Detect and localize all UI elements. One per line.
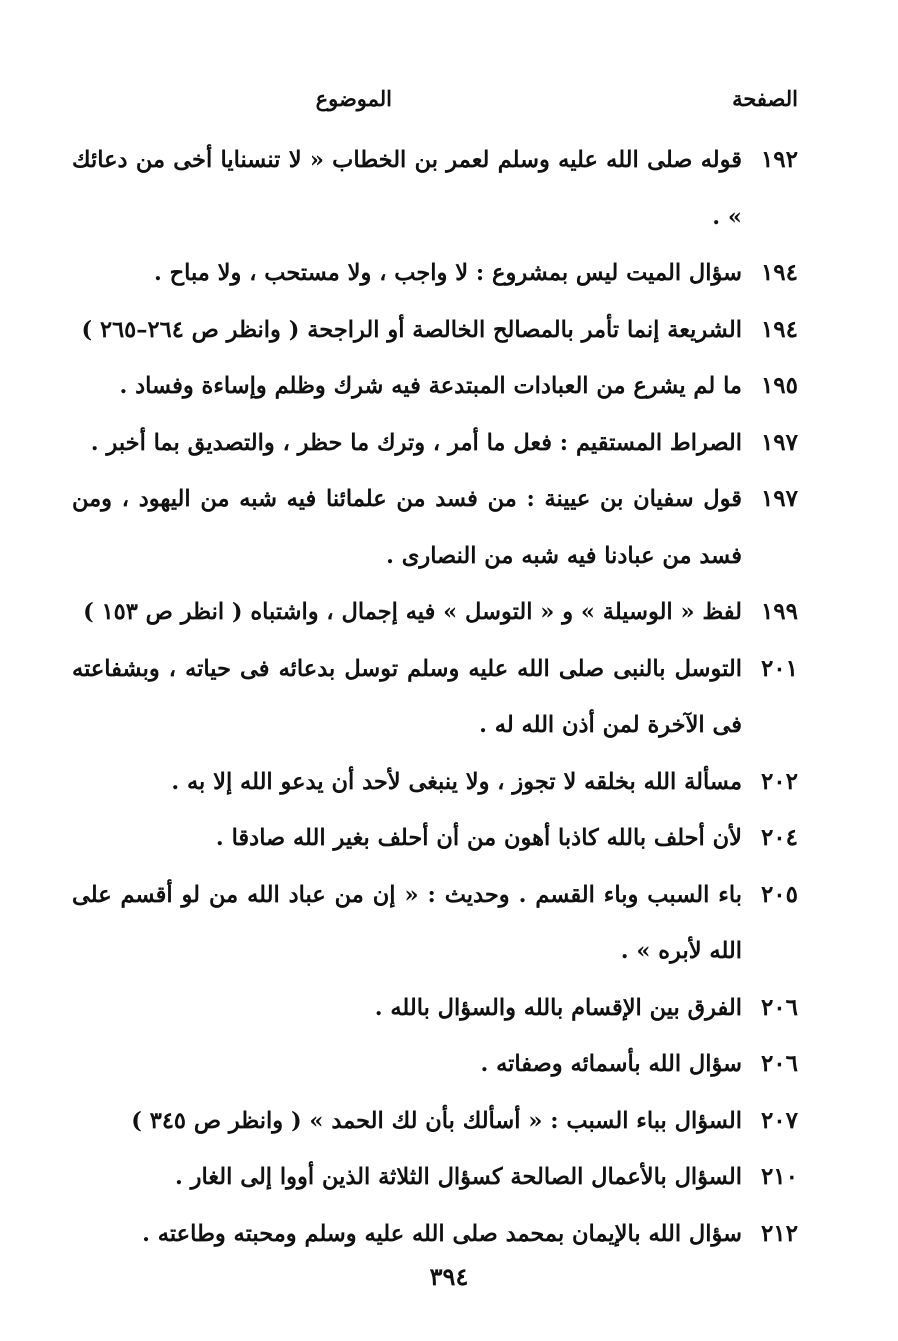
toc-entry: [72, 1036, 798, 1093]
toc-entry: [72, 584, 798, 641]
toc-entry: [72, 1149, 798, 1206]
entry-text: لفظ « الوسيلة » و « التوسل » فيه إجمال ، واشتباه ( انظر ص ١٥٣ ): [83, 599, 742, 625]
table-of-contents: [72, 132, 798, 1262]
entry-text: مسألة الله بخلقه لا تجوز ، ولا ينبغى لأحد أن يدعو الله إلا به .: [171, 768, 742, 795]
toc-entry: [72, 867, 798, 980]
toc-entry: [72, 980, 798, 1037]
entry-text: لأن أحلف بالله كاذبا أهون من أن أحلف بغير الله صادقا .: [215, 825, 742, 851]
entry-page-number: ١٩٢: [760, 146, 798, 173]
toc-entry: [72, 245, 798, 302]
entry-page-number: ١٩٥: [760, 372, 798, 399]
entry-text: قول سفيان بن عيينة : من فسد من علمائنا فيه شبه من اليهود ، ومن فسد من عبادنا فيه شبه من النصارى .: [72, 486, 742, 569]
entry-text: سؤال الميت ليس بمشروع : لا واجب ، ولا مستحب ، ولا مباح .: [153, 260, 742, 286]
column-header-topic: الموضوع: [315, 86, 392, 111]
entry-page-number: ٢٠٦: [760, 993, 798, 1021]
entry-page-number: ٢٠٢: [760, 767, 798, 795]
toc-entry: [72, 132, 798, 245]
entry-page-number: ١٩٩: [760, 598, 798, 625]
entry-page-number: ٢٠٤: [760, 824, 798, 851]
entry-page-number: ٢٠١: [760, 654, 798, 682]
entry-text: التوسل بالنبى صلى الله عليه وسلم توسل بدعائه فى حياته ، وبشفاعته فى الآخرة لمن أذن الله له .: [72, 655, 742, 738]
entry-page-number: ٢١٢: [760, 1219, 798, 1247]
entry-page-number: ٢٠٥: [760, 880, 798, 908]
entry-text: سؤال الله بالإيمان بمحمد صلى الله عليه وسلم ومحبته وطاعته .: [142, 1220, 742, 1247]
entry-text: الفرق بين الإقسام بالله والسؤال بالله .: [374, 994, 742, 1021]
toc-entry: [72, 754, 798, 811]
entry-text: باء السبب وباء القسم . وحديث : « إن من عباد الله من لو أقسم على الله لأبره » .: [72, 881, 742, 964]
entry-page-number: ١٩٤: [760, 315, 798, 343]
entry-text: سؤال الله بأسمائه وصفاته .: [480, 1051, 742, 1077]
entry-text: قوله صلى الله عليه وسلم لعمر بن الخطاب « لا تنسنايا أخى من دعائك » .: [72, 147, 742, 230]
entry-text: الصراط المستقيم : فعل ما أمر ، وترك ما حظر ، والتصديق بما أخبر .: [90, 429, 742, 456]
entry-text: السؤال بالأعمال الصالحة كسؤال الثلاثة الذين أووا إلى الغار .: [175, 1164, 742, 1190]
entry-text: السؤال بباء السبب : « أسألك بأن لك الحمد » ( وانظر ص ٣٤٥ ): [131, 1107, 742, 1134]
toc-entry: [72, 641, 798, 754]
toc-entry: [72, 1093, 798, 1150]
toc-entry: [72, 415, 798, 472]
entry-page-number: ١٩٤: [760, 259, 798, 286]
toc-entry: [72, 810, 798, 867]
entry-page-number: ١٩٧: [760, 485, 798, 512]
entry-text: ما لم يشرع من العبادات المبتدعة فيه شرك وظلم وإساءة وفساد .: [119, 373, 742, 399]
column-header-page: الصفحة: [732, 86, 798, 111]
entry-page-number: ٢٠٧: [760, 1106, 798, 1134]
toc-entry: [72, 302, 798, 359]
toc-entry: [72, 358, 798, 415]
page-number: ٣٩٤: [429, 1262, 469, 1291]
entry-page-number: ٢٠٦: [760, 1050, 798, 1077]
entry-page-number: ٢١٠: [760, 1163, 798, 1190]
entry-page-number: ١٩٧: [760, 428, 798, 456]
toc-entry: [72, 1206, 798, 1263]
toc-entry: [72, 471, 798, 584]
entry-text: الشريعة إنما تأمر بالمصالح الخالصة أو الراجحة ( وانظر ص ٢٦٤–٢٦٥ ): [81, 316, 742, 343]
